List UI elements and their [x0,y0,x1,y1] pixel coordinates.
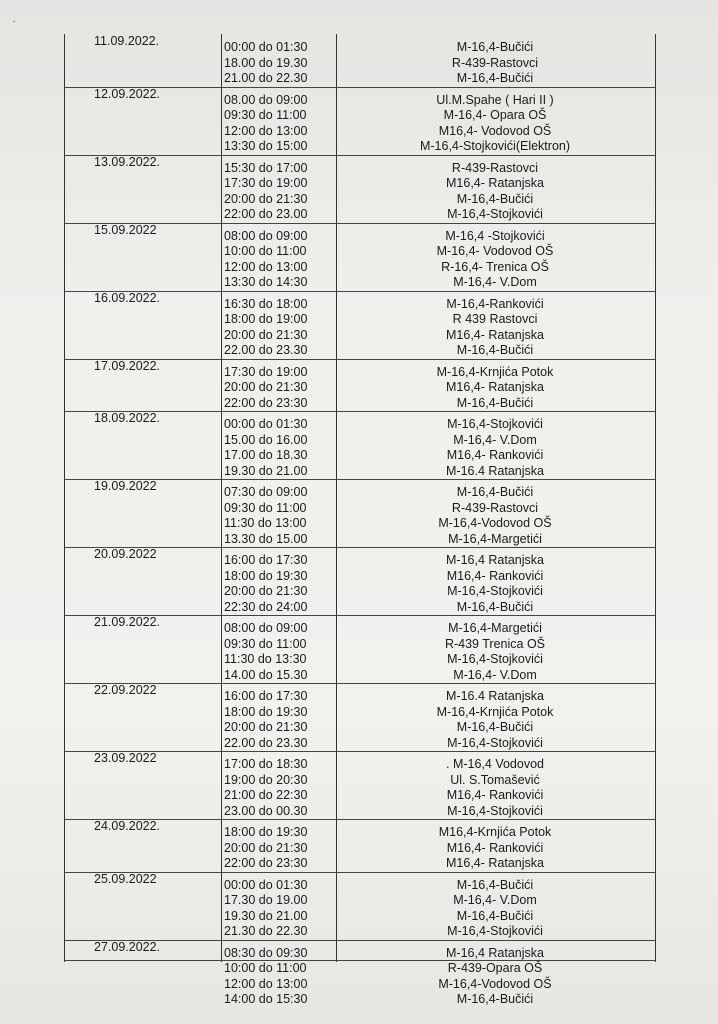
row-times [224,621,344,683]
location-entry: M-16,4-Stojkovići [447,803,543,818]
location-entry: Ul.M.Spahe ( Hari II ) [436,92,554,107]
time-slot: 15.00 do 16.00 [224,432,308,447]
location-entry: M-16,4-Stojkovići [447,584,543,598]
time-slot: 18:00 do 19:30 [224,825,308,839]
location-entry: R 439 Rastovci [452,312,538,326]
location-entry: M-16,4-Vodovod OŠ [438,976,552,991]
row-times [224,485,344,547]
location-entry: M-16,4-Bučići [456,343,534,357]
time-slot: 15:30 do 17:00 [224,160,308,175]
location-entry: M16,4- Rankovići [446,840,544,855]
time-slot: 16:00 do 17:30 [224,689,308,703]
row-date: 11.09.2022. [94,34,160,48]
location-entry: M16,4- Rankovići [446,448,544,462]
time-slot: 00:00 do 01:30 [224,877,308,892]
row-locations [334,757,656,819]
location-entry: M-16,4- Vodovod OŠ [436,244,554,258]
time-slot: 17:30 do 19:00 [224,364,308,379]
location-entry: M-16,4-Krnjića Potok [436,364,554,379]
row-date: 17.09.2022. [94,358,161,373]
time-slot: 21.30 do 22.30 [224,924,308,938]
corner-mark: ˇ [13,20,16,29]
location-entry: M-16,4- V.Dom [453,893,537,907]
location-entry: R-439-Opara OŠ [447,961,543,975]
row-times [224,297,344,359]
location-entry: M16,4- Ratanjska [446,176,544,190]
row-times [224,417,344,479]
row-locations [334,878,656,940]
row-date: 23.09.2022 [94,751,157,765]
row-date: 22.09.2022 [94,683,157,697]
row-times [224,229,344,291]
location-entry: M-16,4-Margetići [448,531,542,546]
location-entry: M-16,4-Margetići [448,621,542,635]
time-slot: 00:00 do 01:30 [224,417,308,431]
time-slot: 08:00 do 09:00 [224,621,308,635]
time-slot: 00:00 do 01:30 [224,40,308,54]
time-slot: 18.00 do 19.30 [224,55,308,70]
location-entry: M-16,4-Bučići [456,71,534,85]
row-locations [334,621,656,683]
location-entry: R-439 Trenica OŠ [444,636,546,651]
time-slot: 16:30 do 18:00 [224,296,308,311]
time-slot: 22:00 do 23.00 [224,207,308,221]
row-date: 13.09.2022. [94,154,161,169]
location-entry: M-16,4- V.Dom [453,275,537,289]
location-entry: M-16,4 -Stojkovići [445,228,545,243]
location-entry: M-16,4-Stojkovići [447,207,543,221]
row-locations [334,946,656,1008]
time-slot: 08:00 do 09:00 [224,228,308,243]
location-entry: M-16.4 Ratanjska [446,463,544,478]
location-entry: M-16,4-Bučići [456,485,534,499]
row-times [224,878,344,940]
time-slot: 13:30 do 15:00 [224,139,308,153]
location-entry: M16,4- Ratanjska [446,856,544,870]
time-slot: 12:00 do 13:00 [224,259,308,274]
time-slot: 13.30 do 15.00 [224,531,308,546]
row-date: 16.09.2022. [94,290,161,305]
location-entry: M16,4- Rankovići [446,788,544,802]
row-times [224,93,344,155]
row-locations [334,40,656,87]
row-times [224,757,344,819]
location-entry: M-16,4-Bučići [456,877,534,892]
row-times [224,40,344,87]
row-locations [334,297,656,359]
time-slot: 20:00 do 21:30 [224,720,308,734]
row-locations [334,161,656,223]
location-entry: M-16.4 Ratanjska [446,689,544,703]
location-entry: M-16,4-Bučići [456,720,534,734]
time-slot: 23.00 do 00.30 [224,803,308,818]
time-slot: 10:00 do 11:00 [224,961,307,975]
time-slot: 11:30 do 13:30 [224,652,307,666]
time-slot: 09:30 do 11:00 [224,108,307,122]
time-slot: 20:00 do 21:30 [224,380,308,394]
location-entry: R-16,4- Trenica OŠ [441,259,549,274]
row-date: 18.09.2022. [94,411,161,425]
time-slot: 20:00 do 21:30 [224,584,308,598]
time-slot: 20:00 do 21:30 [224,191,308,206]
location-entry: M16,4- Vodovod OŠ [438,123,552,138]
row-date: 27.09.2022. [94,939,161,954]
time-slot: 20:00 do 21:30 [224,840,308,855]
table-border-bottom [64,960,656,961]
location-entry: M-16,4-Vodovod OŠ [438,516,552,530]
time-slot: 17.30 do 19.00 [224,893,308,907]
location-entry: Ul. S.Tomašević [450,772,540,787]
location-entry: M-16,4-Stojkovići [447,924,543,938]
time-slot: 19:00 do 20:30 [224,772,308,787]
time-slot: 22:00 do 23:30 [224,395,308,410]
location-entry: M-16,4-Bučići [456,599,534,614]
time-slot: 21:00 do 22:30 [224,788,308,802]
time-slot: 14:00 do 15:30 [224,992,308,1006]
time-slot: 17.00 do 18.30 [224,448,308,462]
time-slot: 11:30 do 13:00 [224,516,307,530]
row-date: 20.09.2022 [94,547,157,561]
time-slot: 18:00 do 19:30 [224,568,308,583]
row-times [224,689,344,751]
row-times [224,365,344,412]
location-entry: M-16,4-Stojkovići(Elektron) [419,139,571,153]
row-date: 19.09.2022 [94,479,157,493]
location-entry: M-16,4-Stojkovići [447,417,543,431]
time-slot: 22:00 do 23:30 [224,856,308,870]
time-slot: 22:30 do 24:00 [224,599,308,614]
row-times [224,161,344,223]
row-locations [334,553,656,615]
time-slot: 12:00 do 13:00 [224,976,308,991]
time-slot: 17:00 do 18:30 [224,757,308,771]
location-entry: M-16,4-Rankovići [446,296,544,311]
time-slot: 21.00 do 22.30 [224,71,308,85]
time-slot: 13:30 do 14:30 [224,275,308,289]
location-entry: M-16,4- Opara OŠ [443,108,547,122]
time-slot: 08:30 do 09:30 [224,945,308,960]
location-entry: M-16,4-Stojkovići [447,735,543,750]
location-entry: M-16,4 Ratanjska [446,553,544,567]
row-locations [334,417,656,479]
location-entry: M16,4- Rankovići [446,568,544,583]
time-slot: 12:00 do 13:00 [224,123,308,138]
location-entry: M-16,4-Krnjića Potok [436,704,554,719]
row-date: 21.09.2022. [94,615,161,629]
time-slot: 08.00 do 09:00 [224,92,308,107]
location-entry: . M-16,4 Vodovod [446,757,544,771]
time-slot: 22.00 do 23.30 [224,735,308,750]
row-times [224,946,344,1008]
location-entry: R-439-Rastovci [451,55,539,70]
location-entry: M-16,4- V.Dom [453,432,537,447]
schedule-table [64,34,656,1006]
time-slot: 09:30 do 11:00 [224,636,307,651]
time-slot: 18:00 do 19:00 [224,312,308,326]
location-entry: M-16,4-Bučići [456,395,534,410]
location-entry: M-16,4- V.Dom [453,667,537,682]
row-locations [334,689,656,751]
table-border-left [64,34,65,962]
row-locations [334,365,656,412]
time-slot: 10:00 do 11:00 [224,244,307,258]
row-times [224,825,344,872]
location-entry: M-16,4 Ratanjska [446,945,544,960]
row-locations [334,825,656,872]
row-date: 25.09.2022 [94,871,157,886]
time-slot: 22.00 do 23.30 [224,343,308,357]
location-entry: M16,4-Krnjića Potok [438,825,552,839]
time-slot: 09:30 do 11:00 [224,500,307,515]
row-locations [334,93,656,155]
row-date: 24.09.2022. [94,819,161,833]
time-slot: 19.30 do 21.00 [224,908,308,923]
time-slot: 18:00 do 19:30 [224,704,308,719]
location-entry: M-16,4-Bučići [456,40,534,54]
row-date: 12.09.2022. [94,86,161,101]
time-slot: 20:00 do 21:30 [224,327,308,342]
location-entry: R-439-Rastovci [451,500,539,515]
time-slot: 07:30 do 09:00 [224,485,308,499]
time-slot: 14.00 do 15.30 [224,667,308,682]
location-entry: M16,4- Ratanjska [446,380,544,394]
location-entry: M-16,4-Bučići [456,908,534,923]
time-slot: 17:30 do 19:00 [224,176,308,190]
location-entry: M-16,4-Bučići [456,191,534,206]
row-locations [334,485,656,547]
row-date: 15.09.2022 [94,222,157,237]
location-entry: M-16,4-Bučići [456,992,534,1006]
location-entry: M-16,4-Stojkovići [447,652,543,666]
location-entry: M16,4- Ratanjska [446,327,544,342]
row-times [224,553,344,615]
time-slot: 16:00 do 17:30 [224,553,308,567]
time-slot: 19.30 do 21.00 [224,463,308,478]
row-locations [334,229,656,291]
location-entry: R-439-Rastovci [451,160,539,175]
